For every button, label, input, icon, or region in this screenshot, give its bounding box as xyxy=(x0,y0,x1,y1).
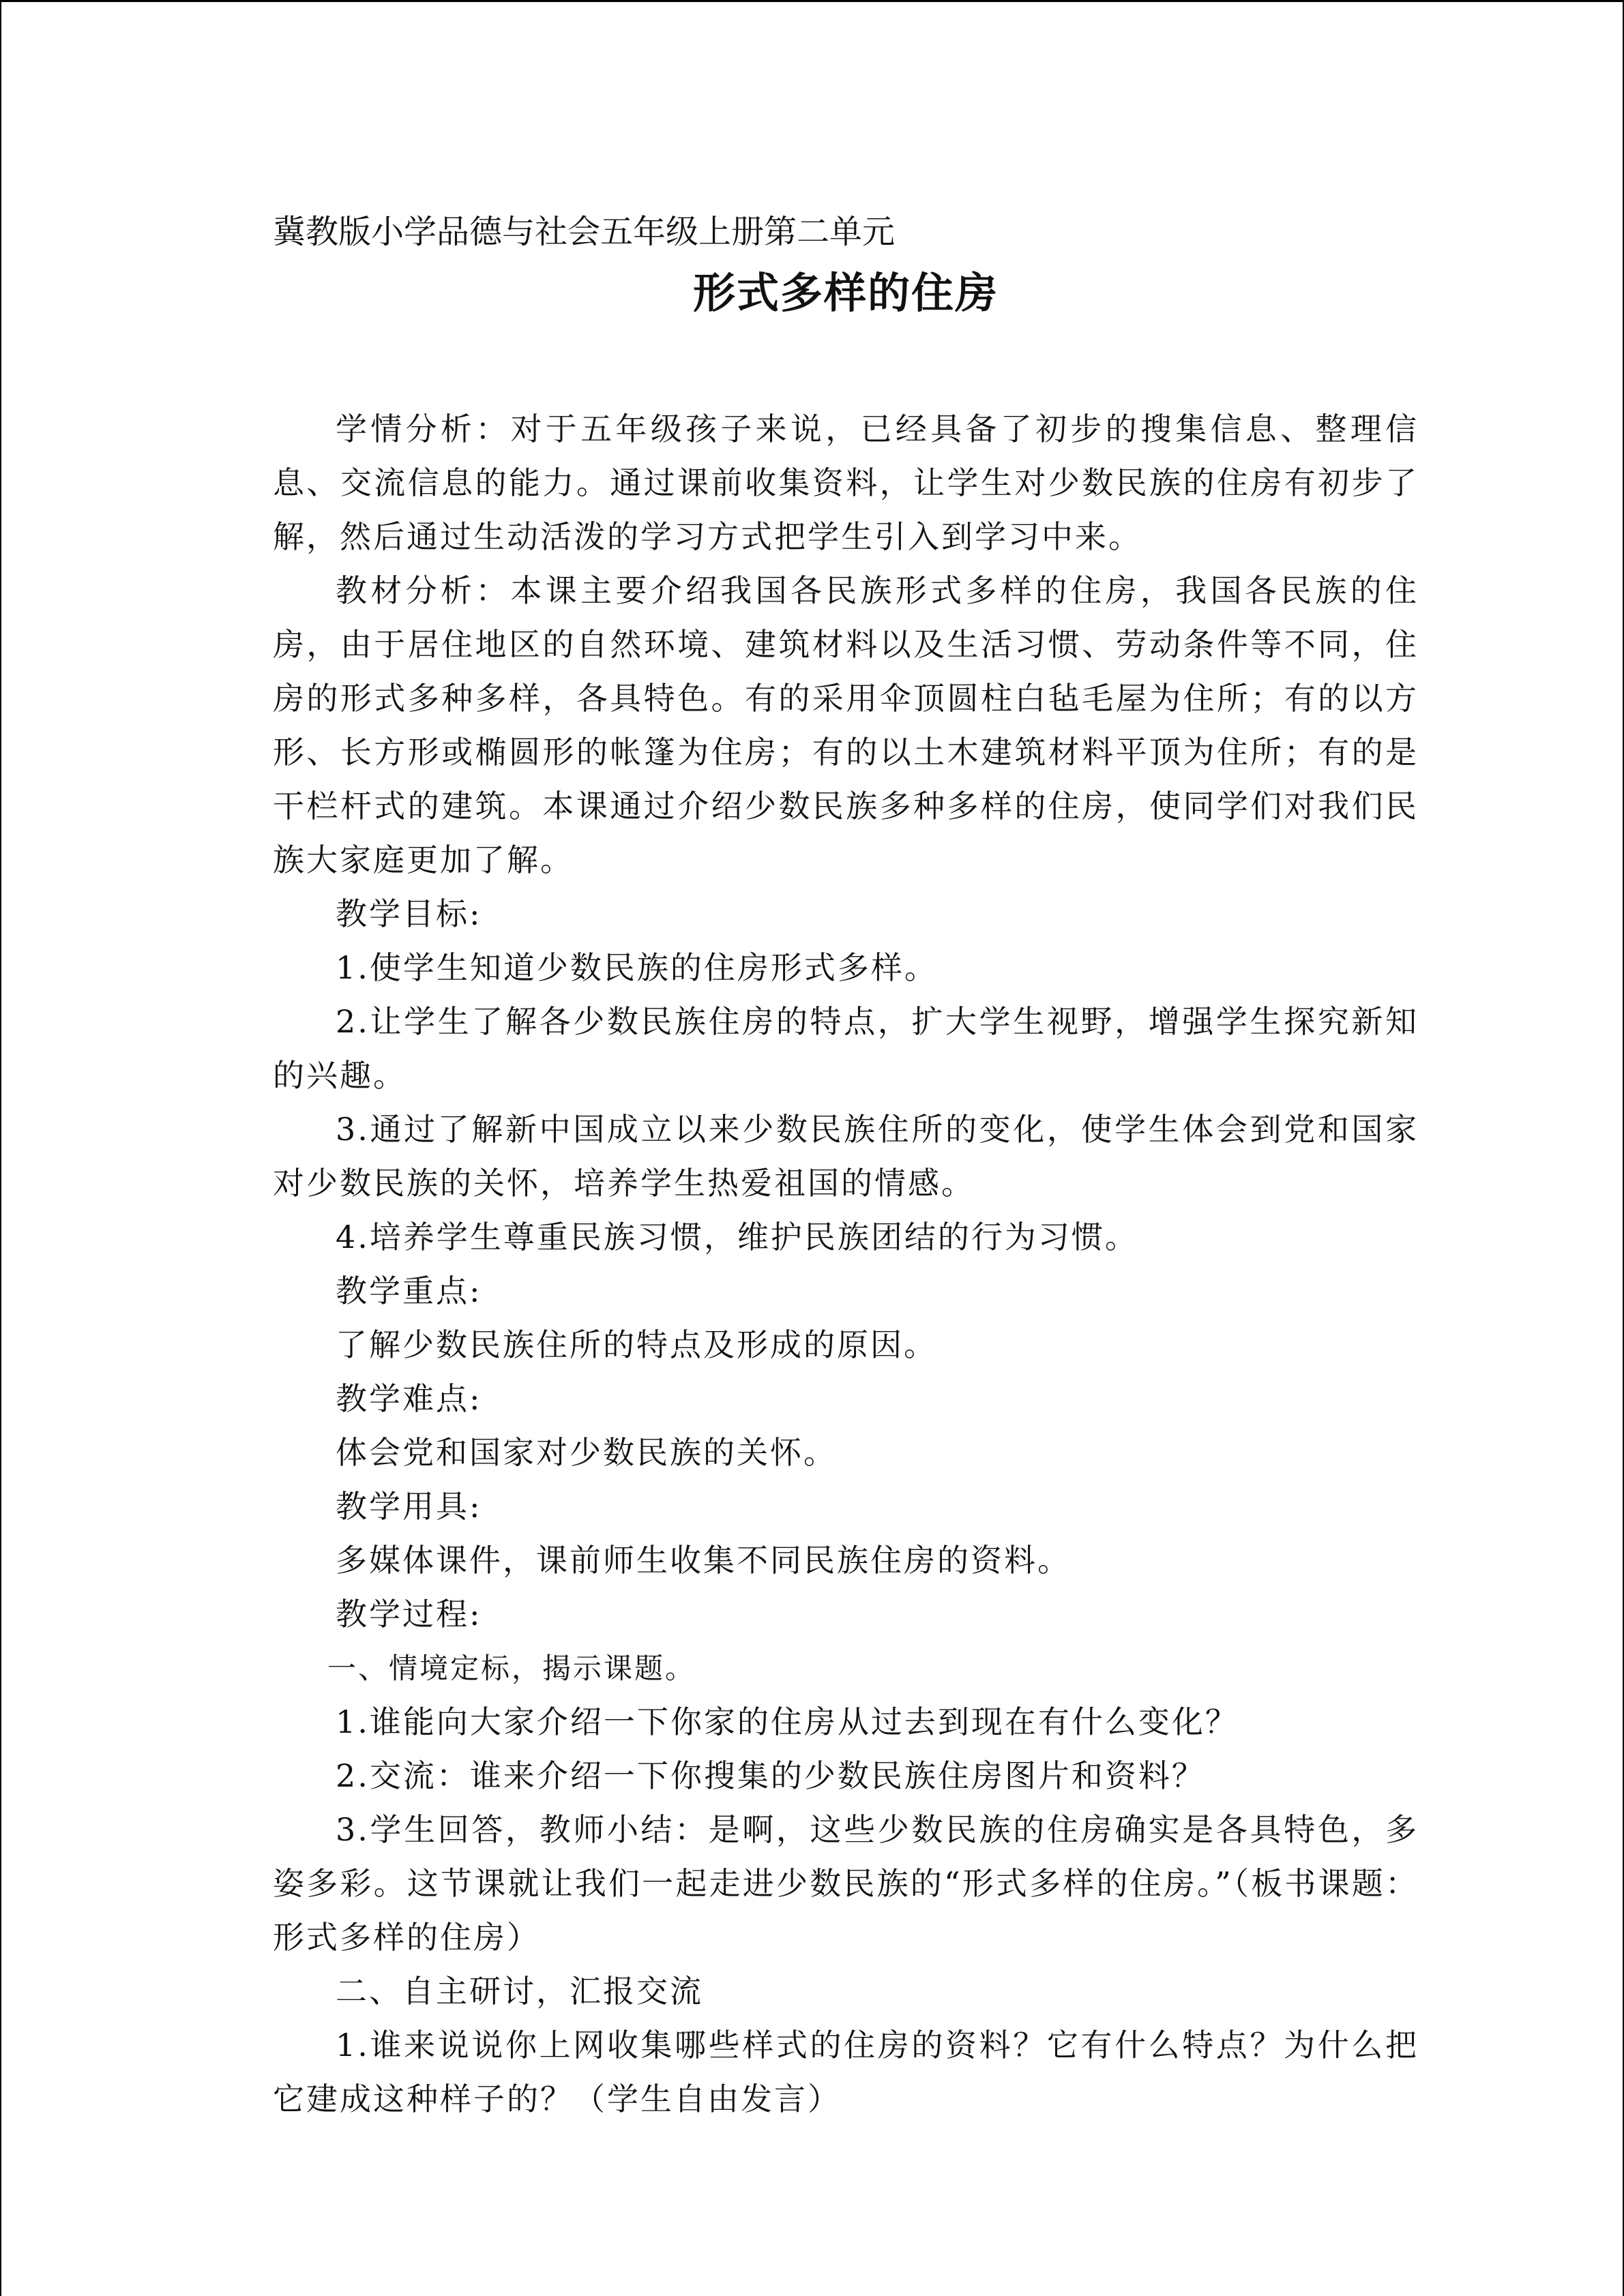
process-item-4: 1.谁来说说你上网收集哪些样式的住房的资料？它有什么特点？为什么把它建成这种样子的？（学生自由发言） xyxy=(273,2027,1419,2117)
paragraph-material-analysis: 教材分析：本课主要介绍我国各民族形式多样的住房，我国各民族的住房，由于居住地区的自然环境、建筑材料以及生活习惯、劳动条件等不同，住房的形式多种多样，各具特色。有的采用伞顶圆柱白毡毛屋为住所；有的以方形、长方形或椭圆形的帐篷为住房；有的以土木建筑材料平顶为住所；有的是干栏杆式的建筑。本课通过介绍少数民族多种多样的住房，使同学们对我们民族大家庭更加了解。 xyxy=(273,572,1419,878)
goal-item-2: 2.让学生了解各少数民族住房的特点，扩大学生视野，增强学生探究新知的兴趣。 xyxy=(273,1003,1419,1094)
paragraph-learning-analysis: 学情分析：对于五年级孩子来说，已经具备了初步的搜集信息、整理信息、交流信息的能力。通过课前收集资料，让学生对少数民族的住房有初步了解，然后通过生动活泼的学习方式把学生引入到学习中来。 xyxy=(273,411,1419,555)
difficulties-text: 体会党和国家对少数民族的关怀。 xyxy=(336,1434,837,1471)
document-title: 形式多样的住房 xyxy=(692,268,999,318)
goal-item-3: 3.通过了解新中国成立以来少数民族住所的变化，使学生体会到党和国家对少数民族的关怀，培养学生热爱祖国的情感。 xyxy=(273,1111,1419,1202)
page-left-border xyxy=(0,0,1,2296)
document-subtitle: 冀教版小学品德与社会五年级上册第二单元 xyxy=(273,213,896,251)
teaching-tools-text: 多媒体课件，课前师生收集不同民族住房的资料。 xyxy=(336,1542,1071,1579)
section-heading-1: 一、情境定标，揭示课题。 xyxy=(327,1652,696,1685)
heading-key-points: 教学重点: xyxy=(336,1272,482,1309)
heading-teaching-goals: 教学目标: xyxy=(336,895,482,932)
goal-item-4: 4.培养学生尊重民族习惯，维护民族团结的行为习惯。 xyxy=(336,1219,1138,1255)
process-item-1: 1.谁能向大家介绍一下你家的住房从过去到现在有什么变化？ xyxy=(336,1703,1239,1740)
heading-difficulties: 教学难点: xyxy=(336,1380,482,1417)
heading-teaching-process: 教学过程: xyxy=(336,1596,482,1632)
heading-teaching-tools: 教学用具: xyxy=(336,1488,482,1525)
section-heading-2: 二、自主研讨，汇报交流 xyxy=(336,1973,703,2010)
page-top-border xyxy=(0,0,1624,2)
process-item-3: 3.学生回答，教师小结：是啊，这些少数民族的住房确实是各具特色，多姿多彩。这节课就让我们一起走进少数民族的“形式多样的住房。”（板书课题：形式多样的住房） xyxy=(273,1811,1419,1956)
document-body xyxy=(273,205,1419,2126)
key-points-text: 了解少数民族住所的特点及形成的原因。 xyxy=(336,1326,937,1363)
process-item-2: 2.交流：谁来介绍一下你搜集的少数民族住房图片和资料？ xyxy=(336,1757,1205,1794)
goal-item-1: 1.使学生知道少数民族的住房形式多样。 xyxy=(336,949,938,986)
